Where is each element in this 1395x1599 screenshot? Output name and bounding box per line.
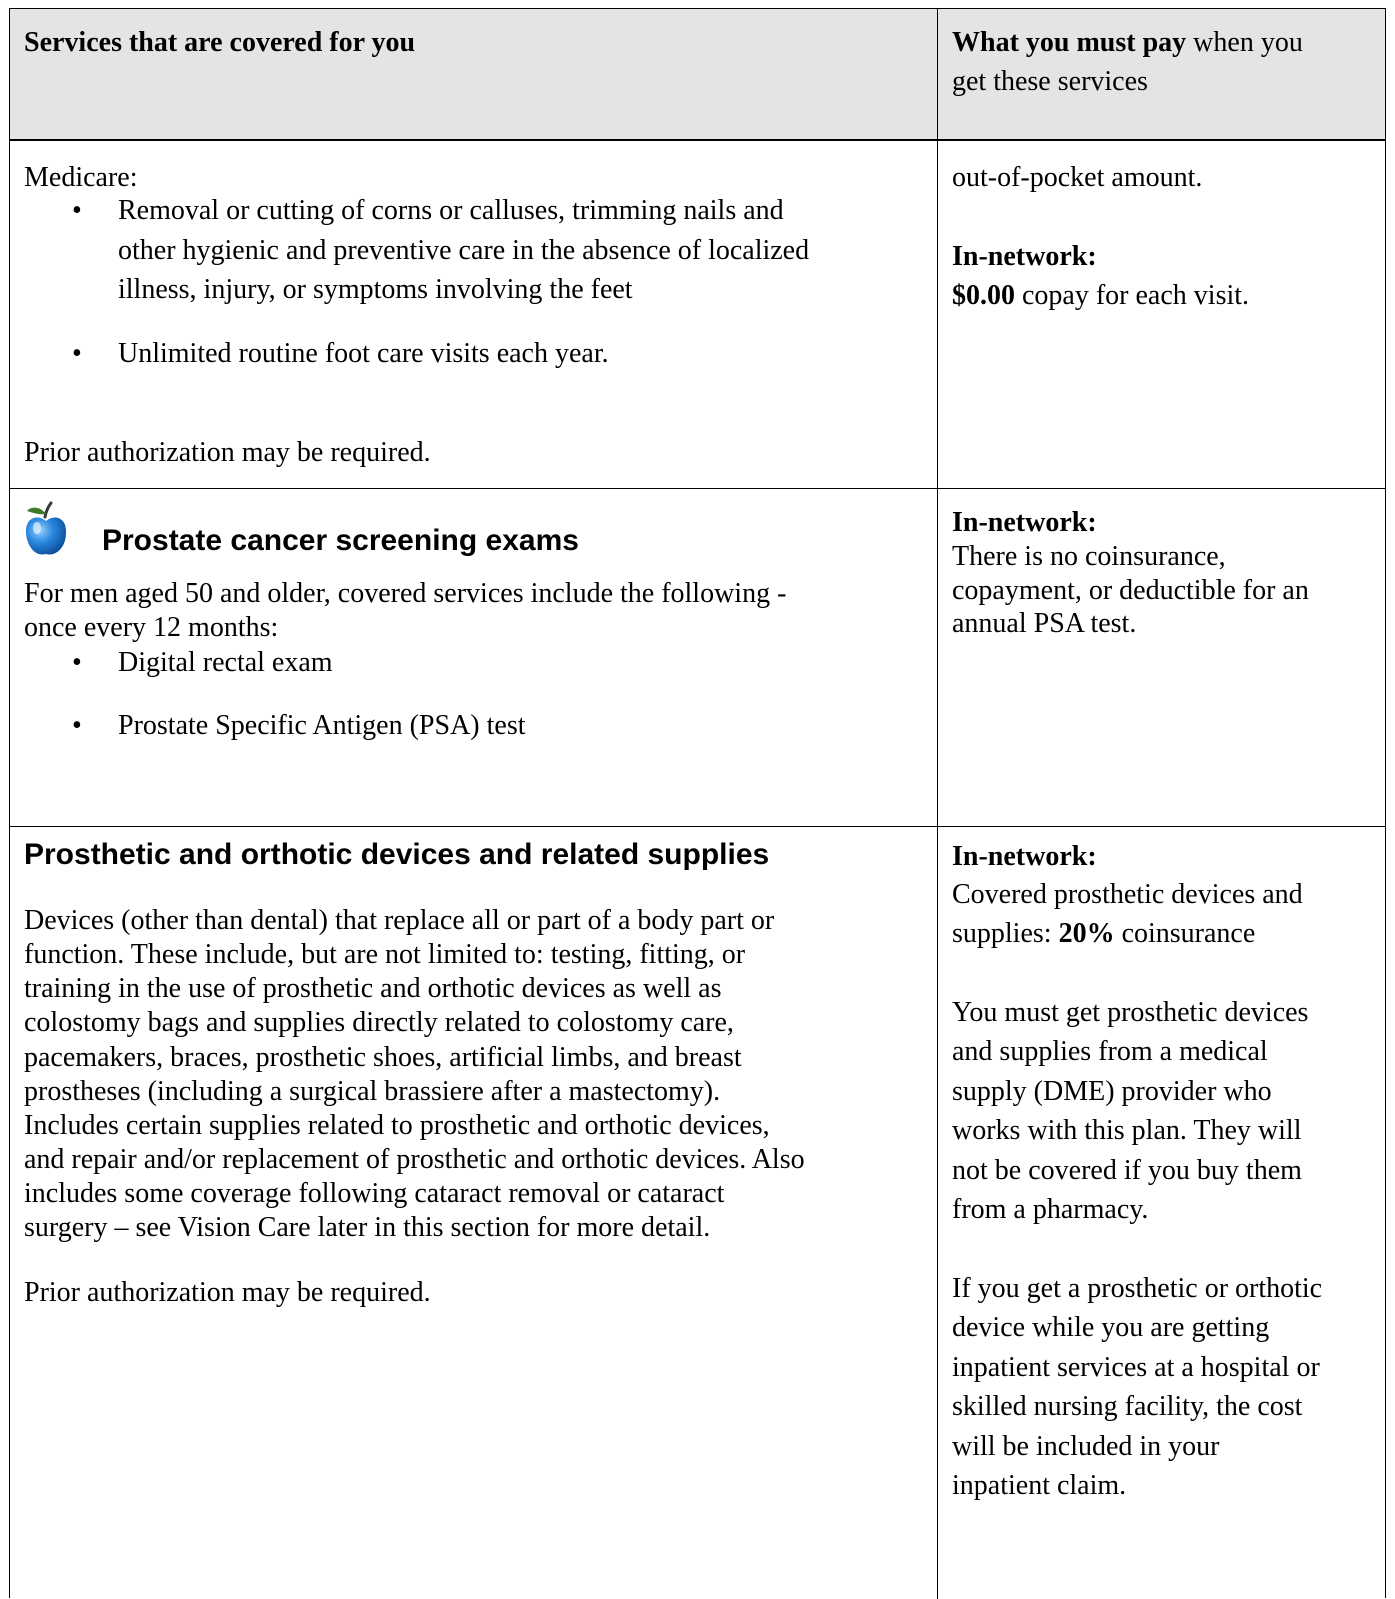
row1-bullet1-line1: Removal or cutting of corns or calluses, trimming nails and — [118, 195, 784, 226]
row1-pay-cell — [937, 141, 1385, 488]
header-pay-line2: get these services — [952, 66, 1148, 97]
row1-bullet1-line2: other hygienic and preventive care in the absence of localized — [118, 235, 810, 266]
row1-bullet2: Unlimited routine foot care visits each year. — [118, 338, 609, 369]
row3-body-line: Includes certain supplies related to prosthetic and orthotic devices, — [24, 1110, 770, 1141]
row2-intro-line1: For men aged 50 and older, covered services include the following - — [24, 578, 787, 609]
bullet-icon: • — [72, 338, 82, 369]
row3-para2-line: supply (DME) provider who — [952, 1076, 1272, 1107]
row3-body-line: training in the use of prosthetic and orthotic devices as well as — [24, 973, 722, 1004]
header-pay-bold: What you must pay — [952, 27, 1187, 58]
row3-body-line: surgery – see Vision Care later in this section for more detail. — [24, 1212, 711, 1243]
row3-covered-line2 — [952, 914, 1255, 954]
row2-bullet2: Prostate Specific Antigen (PSA) test — [118, 710, 526, 741]
row3-covered-line1: Covered prosthetic devices and — [952, 879, 1303, 910]
row3-para2-line: works with this plan. They will — [952, 1115, 1302, 1146]
row3-para2-line: from a pharmacy. — [952, 1194, 1149, 1225]
row3-para3-line: device while you are getting — [952, 1312, 1270, 1343]
row2-pay-cell — [937, 489, 1385, 826]
row3-body-line: prostheses (including a surgical brassiere after a mastectomy). — [24, 1076, 721, 1107]
bullet-icon: • — [72, 647, 82, 678]
row2-pay-line3: annual PSA test. — [952, 608, 1137, 639]
row3-para2-line: and supplies from a medical — [952, 1036, 1268, 1067]
header-services-label: Services that are covered for you — [24, 27, 416, 58]
row1-in-network-label: In-network: — [952, 241, 1097, 272]
row3-covered-pre: supplies: — [952, 918, 1059, 949]
benefits-table — [9, 8, 1386, 1598]
bullet-icon: • — [72, 195, 82, 226]
table-row — [10, 827, 1385, 1599]
row2-services-cell — [10, 489, 937, 826]
header-cell-pay — [937, 9, 1385, 139]
row1-copay — [952, 276, 1249, 316]
row2-pay-line1: There is no coinsurance, — [952, 541, 1226, 572]
header-pay-line1 — [952, 23, 1303, 63]
row3-para2-line: not be covered if you buy them — [952, 1155, 1302, 1186]
row3-auth-note: Prior authorization may be required. — [24, 1277, 431, 1308]
row3-para3-line: inpatient services at a hospital or — [952, 1352, 1320, 1383]
row3-para3-line: will be included in your — [952, 1431, 1220, 1462]
bullet-icon: • — [72, 710, 82, 741]
row1-services-cell — [10, 141, 937, 488]
row1-copay-rest: copay for each visit. — [1015, 280, 1250, 311]
row1-pay-line1: out-of-pocket amount. — [952, 162, 1203, 193]
row3-para2-line: You must get prosthetic devices — [952, 997, 1309, 1028]
table-row — [10, 141, 1385, 489]
row3-body-line: Devices (other than dental) that replace all or part of a body part or — [24, 905, 775, 936]
row2-in-network-label: In-network: — [952, 507, 1097, 538]
row1-copay-amount: $0.00 — [952, 280, 1015, 311]
row3-body-line: colostomy bags and supplies directly related to colostomy care, — [24, 1007, 734, 1038]
row3-para3-line: If you get a prosthetic or orthotic — [952, 1273, 1323, 1304]
row3-pay-cell — [937, 827, 1385, 1599]
row3-covered-post: coinsurance — [1114, 918, 1256, 949]
apple-icon — [24, 501, 68, 559]
row2-intro-line2: once every 12 months: — [24, 612, 279, 643]
row3-title: Prosthetic and orthotic devices and related supplies — [24, 838, 770, 871]
row3-para3-line: skilled nursing facility, the cost — [952, 1391, 1303, 1422]
row1-bullet1-line3: illness, injury, or symptoms involving the feet — [118, 274, 633, 305]
row1-intro: Medicare: — [24, 162, 138, 193]
header-cell-services — [10, 9, 937, 139]
row2-title: Prostate cancer screening exams — [102, 524, 579, 557]
row1-auth-note: Prior authorization may be required. — [24, 437, 431, 468]
row3-para3-line: inpatient claim. — [952, 1470, 1127, 1501]
row3-coinsurance-percent: 20% — [1058, 918, 1115, 949]
row3-services-cell — [10, 827, 937, 1599]
row3-in-network-label: In-network: — [952, 841, 1097, 872]
row3-body-line: and repair and/or replacement of prosthetic and orthotic devices. Also — [24, 1144, 805, 1175]
row3-body-line: function. These include, but are not limited to: testing, fitting, or — [24, 939, 746, 970]
row3-body-line: includes some coverage following cataract removal or cataract — [24, 1178, 725, 1209]
table-row — [10, 489, 1385, 827]
row2-bullet1: Digital rectal exam — [118, 647, 333, 678]
row3-body-line: pacemakers, braces, prosthetic shoes, artificial limbs, and breast — [24, 1042, 742, 1073]
header-pay-rest: when you — [1186, 27, 1303, 58]
row2-pay-line2: copayment, or deductible for an — [952, 575, 1309, 606]
table-header-row — [10, 9, 1385, 141]
